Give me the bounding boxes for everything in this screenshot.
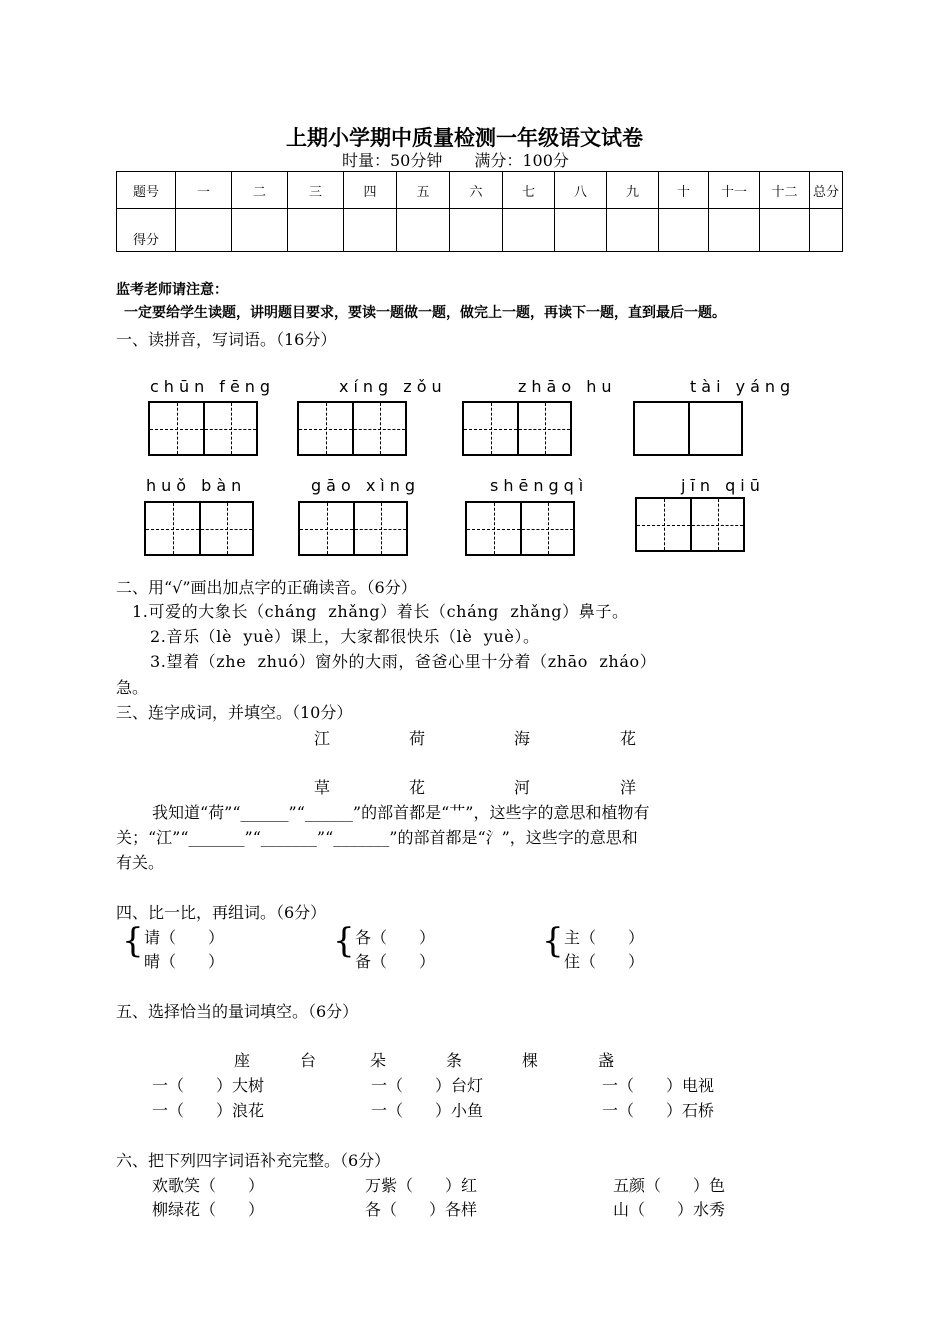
notice-title: 监考老师请注意：	[116, 282, 228, 298]
writing-grid[interactable]	[635, 497, 745, 552]
writing-grid[interactable]	[633, 401, 743, 456]
q6-title: 六、把下列四字词语补充完整。（6分）	[116, 1151, 391, 1170]
char[interactable]: 河	[514, 778, 531, 797]
q2-line: 1.可爱的大象长（cháng zhǎng）着长（cháng zhǎng）鼻子。	[132, 602, 629, 621]
score-cell[interactable]	[450, 209, 503, 252]
measure-word: 台	[300, 1051, 317, 1070]
char[interactable]: 洋	[620, 778, 637, 797]
notice-text: 一定要给学生读题，讲明题目要求，要读一题做一题，做完上一题，再读下一题，直到最后一题。	[124, 305, 726, 321]
score-cell[interactable]	[232, 209, 288, 252]
idiom-item[interactable]: 各（ ）各样	[365, 1200, 478, 1219]
pinyin: chūn fēng	[150, 377, 276, 396]
fill-item[interactable]: 一（ ）大树	[152, 1076, 265, 1095]
fill-item[interactable]: 一（ ）浪花	[152, 1101, 265, 1120]
word-item[interactable]: 住（ ）	[564, 952, 645, 971]
time-score-info: 时量：50分钟 满分：100分	[342, 151, 569, 170]
score-header: 四	[344, 172, 397, 209]
q5-title: 五、选择恰当的量词填空。（6分）	[116, 1002, 359, 1021]
measure-word: 朵	[370, 1051, 387, 1070]
score-cell[interactable]	[344, 209, 397, 252]
writing-grid[interactable]	[148, 401, 258, 456]
score-cell[interactable]	[709, 209, 760, 252]
pinyin: zhāo hu	[518, 377, 617, 396]
score-header: 题号	[117, 172, 176, 209]
char[interactable]: 江	[314, 729, 331, 748]
word-item[interactable]: 各（ ）	[355, 928, 436, 947]
pinyin: shēngqì	[490, 476, 589, 495]
pinyin: huǒ bàn	[146, 476, 247, 495]
word-item[interactable]: 备（ ）	[355, 952, 436, 971]
brace: {	[122, 921, 144, 961]
q2-line: 3.望着（zhe zhuó）窗外的大雨，爸爸心里十分着（zhāo zháo）	[150, 652, 657, 671]
measure-word: 条	[446, 1051, 463, 1070]
score-header: 十一	[709, 172, 760, 209]
score-header: 九	[607, 172, 659, 209]
word-item[interactable]: 请（ ）	[144, 928, 225, 947]
measure-word: 盏	[598, 1051, 615, 1070]
score-header: 二	[232, 172, 288, 209]
q3-fill-line: 我知道“荷”“______”“______”的部首都是“艹”，这些字的意思和植物有	[152, 803, 650, 822]
idiom-item[interactable]: 柳绿花（ ）	[152, 1200, 265, 1219]
char[interactable]: 草	[314, 778, 331, 797]
score-cell[interactable]	[659, 209, 709, 252]
measure-word: 座	[234, 1051, 251, 1070]
fill-item[interactable]: 一（ ）台灯	[371, 1076, 484, 1095]
score-row-label: 得分	[117, 209, 176, 252]
idiom-item[interactable]: 山（ ）水秀	[613, 1200, 726, 1219]
score-header: 总分	[810, 172, 843, 209]
writing-grid[interactable]	[465, 501, 575, 556]
score-cell[interactable]	[760, 209, 810, 252]
score-cell[interactable]	[810, 209, 843, 252]
measure-word: 棵	[522, 1051, 539, 1070]
idiom-item[interactable]: 万紫（ ）红	[365, 1176, 478, 1195]
pinyin: tài yáng	[690, 377, 796, 396]
page-title: 上期小学期中质量检测一年级语文试卷	[286, 125, 643, 150]
char[interactable]: 花	[409, 778, 426, 797]
char[interactable]: 海	[514, 729, 531, 748]
idiom-item[interactable]: 欢歌笑（ ）	[152, 1176, 265, 1195]
score-cell[interactable]	[288, 209, 344, 252]
pinyin: gāo xìng	[311, 476, 421, 495]
score-cell[interactable]	[607, 209, 659, 252]
fill-item[interactable]: 一（ ）小鱼	[371, 1101, 484, 1120]
writing-grid[interactable]	[462, 401, 572, 456]
score-cell[interactable]	[176, 209, 232, 252]
q4-title: 四、比一比，再组词。（6分）	[116, 903, 327, 922]
fill-item[interactable]: 一（ ）电视	[602, 1076, 715, 1095]
writing-grid[interactable]	[298, 501, 408, 556]
brace: {	[333, 921, 355, 961]
score-header: 八	[555, 172, 607, 209]
pinyin: jīn qiū	[681, 476, 765, 495]
q2-line: 2.音乐（lè yuè）课上，大家都很快乐（lè yuè）。	[150, 627, 540, 646]
q1-title: 一、读拼音，写词语。（16分）	[116, 330, 337, 349]
score-header: 七	[503, 172, 555, 209]
pinyin: xíng zǒu	[339, 377, 447, 396]
writing-grid[interactable]	[144, 501, 254, 556]
score-cell[interactable]	[555, 209, 607, 252]
score-cell[interactable]	[503, 209, 555, 252]
score-header: 一	[176, 172, 232, 209]
char[interactable]: 荷	[409, 729, 426, 748]
brace: {	[542, 921, 564, 961]
q3-title: 三、连字成词，并填空。（10分）	[116, 703, 353, 722]
score-header: 十	[659, 172, 709, 209]
fill-item[interactable]: 一（ ）石桥	[602, 1101, 715, 1120]
q3-fill-line: 有关。	[116, 853, 165, 872]
score-cell[interactable]	[397, 209, 450, 252]
q2-line: 急。	[116, 678, 149, 697]
word-item[interactable]: 主（ ）	[564, 928, 645, 947]
word-item[interactable]: 晴（ ）	[144, 952, 225, 971]
q2-title: 二、用“√”画出加点字的正确读音。（6分）	[116, 578, 417, 597]
idiom-item[interactable]: 五颜（ ）色	[613, 1176, 726, 1195]
char[interactable]: 花	[620, 729, 637, 748]
score-header: 五	[397, 172, 450, 209]
score-header: 十二	[760, 172, 810, 209]
q3-fill-line: 关；“江”“_______”“_______”“_______”的部首都是“氵”，这些字的意思和	[116, 828, 638, 847]
writing-grid[interactable]	[297, 401, 407, 456]
score-header: 六	[450, 172, 503, 209]
score-table	[116, 171, 843, 252]
score-header: 三	[288, 172, 344, 209]
